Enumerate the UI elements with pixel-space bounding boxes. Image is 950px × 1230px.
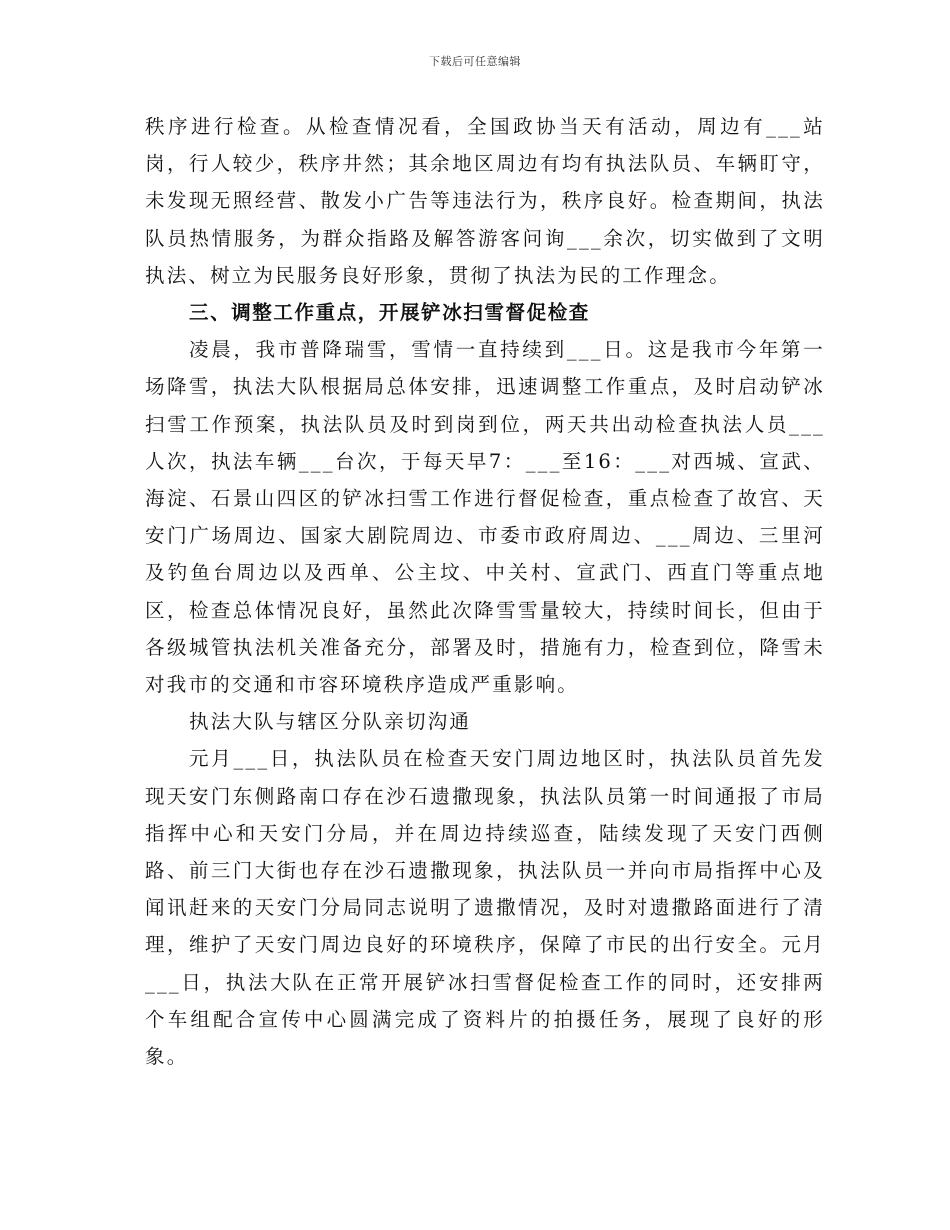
subheading-communication: 执法大队与辖区分队亲切沟通 — [189, 710, 472, 734]
document-body — [145, 108, 825, 1075]
section-heading-three: 三、调整工作重点，开展铲冰扫雪督促检查 — [189, 301, 590, 325]
page-header-note: 下载后可任意编辑 — [429, 55, 521, 68]
paragraph-inspection-results: 秩序进行检查。从检查情况看，全国政协当天有活动，周边有___站岗，行人较少，秩序井然；其余地区周边有均有执法队员、车辆盯守，未发现无照经营、散发小广告等违法行为，秩序良好。检查期间，执法队员热情服务，为群众指路及解答游客问询___余次，切实做到了文明执法、树立为民服务良好形象，贯彻了执法为民的工作理念。 — [145, 115, 825, 287]
paragraph-tiananmen-inspection: 元月___日，执法队员在检查天安门周边地区时，执法队员首先发现天安门东侧路南口存在沙石遗撒现象，执法队员第一时间通报了市局指挥中心和天安门分局，并在周边持续巡查，陆续发现了天安门西侧路、前三门大街也存在沙石遗撒现象，执法队员一并向市局指挥中心及闻讯赶来的天安门分局同志说明了遗撒情况，及时对遗撒路面进行了清理，维护了天安门周边良好的环境秩序，保障了市民的出行安全。元月___日，执法大队在正常开展铲冰扫雪督促检查工作的同时，还安排两个车组配合宣传中心圆满完成了资料片的拍摄任务，展现了良好的形象。 — [145, 747, 825, 1069]
paragraph-snow-clearing: 凌晨，我市普降瑞雪，雪情一直持续到___日。这是我市今年第一场降雪，执法大队根据局总体安排，迅速调整工作重点，及时启动铲冰扫雪工作预案，执法队员及时到岗到位，两天共出动检查执法人员___人次，执法车辆___台次，于每天早7：___至16：___对西城、宣武、海淀、石景山四区的铲冰扫雪工作进行督促检查，重点检查了故宫、天安门广场周边、国家大剧院周边、市委市政府周边、___周边、三里河及钓鱼台周边以及西单、公主坟、中关村、宣武门、西直门等重点地区，检查总体情况良好，虽然此次降雪雪量较大，持续时间长，但由于各级城管执法机关准备充分，部署及时，措施有力，检查到位，降雪未对我市的交通和市容环境秩序造成严重影响。 — [145, 338, 825, 697]
